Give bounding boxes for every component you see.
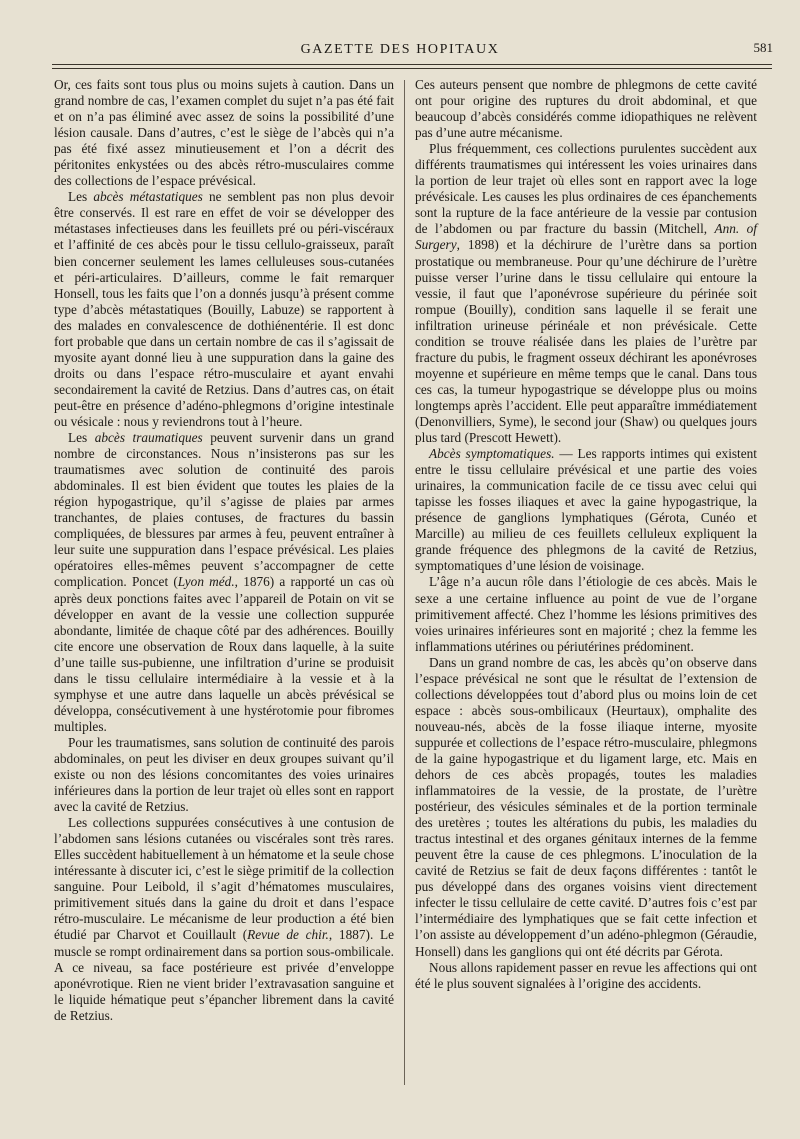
right-paragraph: Plus fréquemment, ces collections purulentes succèdent aux différents traumatismes qui intéressent les voies urinaires dans la portion de leur trajet où elles sont en rapport avec la loge prévésicale. Les causes les plus ordinaires de ces épanchements sont la rupture de la face antérieure de la vessie par contusion de l’abdomen ou par fracture du bassin (Mitchell, Ann. of Surgery, 1898) et la déchirure de l’urètre dans sa portion prostatique ou membraneuse. Pour qu’une déchirure de l’urètre puisse verser l’urine dans le tissu cellulaire qui entoure la vessie, il faut que l’aponévrose supérieure du périnée soit rompue (Bouilly), condition sans laquelle il se ferait une infiltration urineuse périnéale et non prévésicale. Cette condition se trouve réalisée dans les plaies de l’urètre par fracture du pubis, le fragment osseux déchirant les aponévroses moyenne et supérieure en même temps que le canal. Dans tous ces cas, la tumeur hypogastrique se développe plus ou moins longtemps après l’accident. Elle peut apparaître immédiatement (Denonvilliers, Syme), le second jour (Shaw) ou quelques jours plus tard (Prescott Hewett). (415, 141, 757, 446)
left-paragraph: Les collections suppurées consécutives à une contusion de l’abdomen sans lésions cutanées ou viscérales sont très rares. Elles succèdent habituellement à un hématome et la seule chose intéressante à discuter ici, c’est le siège primitif de la collection sanguine. Pour Leibold, il s’agit d’hématomes musculaires, primitivement situés dans la gaine du droit et dans l’espace rétro-musculaire. Le mécanisme de leur production a été bien étudié par Charvot et Couillault (Revue de chir., 1887). Le muscle se rompt ordinairement dans sa portion sous-ombilicale. A ce niveau, sa face postérieure est privée d’enveloppe aponévrotique. Rien ne vient brider l’extravasation sanguine et le liquide hématique peut s’épancher librement dans la cavité de Retzius. (54, 815, 395, 1023)
page-number: 581 (753, 40, 773, 55)
left-paragraph: Or, ces faits sont tous plus ou moins sujets à caution. Dans un grand nombre de cas, l’examen complet du sujet n’a pas été fait et on n’a pas éliminé avec assez de soins la possibilité d’une lésion causale. Dans d’autres, c’est le siège de l’abcès qui n’a pas été fixé assez minutieusement et l’on a décrit des péritonites enkystées ou des abcès rétro-musculaires comme des collections de l’espace prévésical. (54, 77, 394, 189)
left-paragraph: Pour les traumatismes, sans solution de continuité des parois abdominales, on peut les diviser en deux groupes suivant qu’il existe ou non des lésions concomitantes des voies urinaires inférieures dans la portion de leur trajet où elles sont en rapport avec la cavité de Retzius. (54, 734, 394, 815)
header-rule-thin (52, 64, 772, 65)
italic-term: abcès métastatiques (93, 189, 203, 205)
right-paragraph: Nous allons rapidement passer en revue les affections qui ont été le plus souvent signalées à l’origine des accidents. (415, 959, 757, 991)
italic-term: Abcès symptomatiques. (429, 446, 555, 462)
left-column (54, 77, 394, 1024)
right-paragraph: Dans un grand nombre de cas, les abcès qu’on observe dans l’espace prévésical ne sont que le résultat de l’extension de collections développées tout d’abord plus ou moins loin de cet espace : abcès sous-ombilicaux (Heurtaux), omphalite des nouveau-nés, abcès de la fosse iliaque interne, myosite suppurée et collections de l’espace rétro-musculaire, phlegmons de la gaine hypogastrique et du ligament large, etc. Mais en dehors de ces abcès propagés, toutes les maladies inflammatoires de la vessie, de la prostate, de l’urètre postérieur, des vésicules séminales et de la portion terminale des uretères ; toutes les altérations du pubis, les maladies du tractus intestinal et des organes génitaux internes de la femme peuvent être la cause de ces phlegmons. L’inoculation de la cavité de Retzius se fait de deux façons différentes : tantôt le pus développé dans des organes voisins vient directement infecter le tissu cellulaire de cette cavité. D’autres fois c’est par l’intermédiaire des lymphatiques que se fait cette infection et l’on assiste au développement d’un adéno-phlegmon (Géraudie, Honsell) dans les ganglions qui ont été décrits par Gérota. (415, 654, 757, 959)
right-column (415, 77, 757, 992)
left-paragraph: Les abcès traumatiques peuvent survenir dans un grand nombre de circonstances. Nous n’insisterons pas sur les traumatismes avec solution de continuité des parois abdominales. Il est bien évident que toutes les plaies de la région hypogastrique, qu’il s’agisse de plaies par armes tranchantes, de plaies contuses, de fractures du bassin compliquées, de blessures par armes à feu, peuvent entraîner à leur suite une suppuration dans l’espace prévésical. Les plaies opératoires elles-mêmes peuvent s’accompagner de cette complication. Poncet (Lyon méd., 1876) a rapporté un cas où après deux ponctions faites avec l’appareil de Potain on vit se développer en avant de la vessie une collection suppurée abondante, limitée de chaque côté par des adhérences. Bouilly cite encore une observation de Roux dans laquelle, à la suite d’une taille sus-pubienne, une infiltration d’urine se produisit dans le tissu cellulaire intermédiaire à la vessie et à la symphyse et une autre dans laquelle un abcès prévésical se développa, consécutivement à une hystérotomie pour fibromes multiples. (54, 430, 395, 734)
right-paragraph: Ces auteurs pensent que nombre de phlegmons de cette cavité ont pour origine des ruptures du droit abdominal, et que beaucoup d’abcès considérés comme idiopathiques ne relèvent pas d’une autre mécanisme. (415, 77, 757, 141)
right-paragraph: L’âge n’a aucun rôle dans l’étiologie de ces abcès. Mais le sexe a une certaine influence au point de vue de l’organe primitivement affecté. Chez l’homme les lésions primitives des voies urinaires inférieures sont en majorité ; chez la femme les inflammations utérines ou périutérines prédominent. (415, 574, 757, 654)
left-paragraph: Les abcès métastatiques ne semblent pas non plus devoir être conservés. Il est rare en effet de voir se développer des métastases infectieuses dans les feuillets pré ou péri-viscéraux et l’affinité de ces abcès pour le tissu cellulo-graisseux, paraît bien concerner seulement les lames celluleuses sous-cutanées et péri-articulaires. D’ailleurs, comme le fait remarquer Honsell, tous les faits que l’on a donnés jusqu’à présent comme type d’abcès métastatiques (Bouilly, Labuze) se rapportent à des malades en convalescence de dothiénentérie. Il est donc fort probable que dans un certain nombre de cas il s’agissait de myosite ayant donné lieu à une suppuration dans la gaine des droits ou dans l’espace rétro-musculaire et ayant envahi secondairement la cavité de Retzius. Dans d’autres cas, on était peut-être en présence d’adéno-phlegmons d’origine intestinale ou vésicale : nous y reviendrons tout à l’heure. (54, 189, 394, 429)
column-divider (404, 80, 405, 1085)
italic-term: Lyon méd. (177, 574, 235, 590)
italic-term: Revue de chir. (247, 927, 329, 943)
right-paragraph: Abcès symptomatiques. — Les rapports intimes qui existent entre le tissu cellulaire prévésical et une partie des voies urinaires, la communication facile de ce tissu avec celui qui tapisse les fosses iliaques et avec la gaine hypogastrique, la présence de ganglions lymphatiques (Gérota, Cunéo et Marcille) au milieu de ces feuillets celluleux expliquent la grande fréquence des phlegmons de la cavité de Retzius, symptomatiques d’une lésion de voisinage. (415, 446, 757, 574)
header-rule-thick (52, 68, 772, 69)
italic-term: Ann. of Surgery (415, 221, 757, 253)
italic-term: abcès traumatiques (94, 430, 203, 446)
running-header-title: GAZETTE DES HOPITAUX (300, 42, 500, 57)
